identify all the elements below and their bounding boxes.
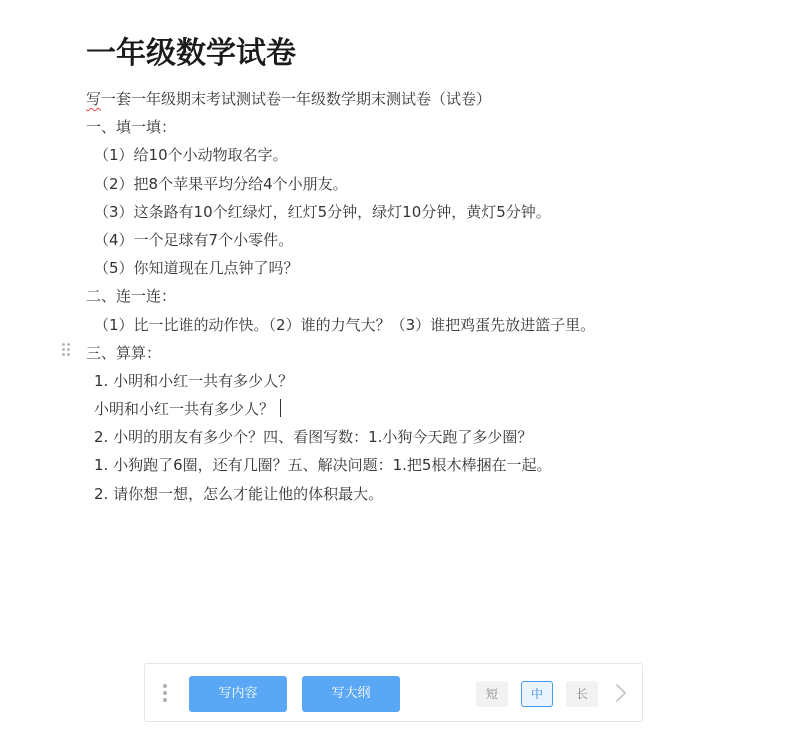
list-item[interactable]: （5）你知道现在几点钟了吗？	[94, 259, 299, 277]
section-heading-calc[interactable]: 三、算算：	[86, 344, 162, 362]
length-short-button[interactable]: 短	[476, 681, 508, 707]
list-item[interactable]: 1. 小狗跑了6圈，还有几圈？五、解决问题：1.把5根木棒捆在一起。	[94, 456, 552, 474]
list-item[interactable]: （4）一个足球有7个小零件。	[94, 231, 294, 249]
section-heading-fill[interactable]: 一、填一填：	[86, 118, 177, 136]
toolbar-drag-handle-icon[interactable]	[162, 684, 168, 702]
block-drag-handle-icon[interactable]	[62, 343, 72, 359]
paragraph-text: 一套一年级期末考试测试卷一年级数学期末测试卷（试卷）	[101, 90, 492, 108]
section-heading-connect[interactable]: 二、连一连：	[86, 287, 177, 305]
list-item[interactable]: 2. 小明的朋友有多少个？四、看图写数：1.小狗今天跑了多少圈？	[94, 428, 533, 446]
paragraph-line-1[interactable]	[86, 89, 491, 109]
write-content-button[interactable]: 写内容	[189, 676, 287, 712]
list-item[interactable]: （1）给10个小动物取名字。	[94, 146, 288, 164]
text-cursor	[280, 399, 281, 417]
list-item[interactable]: （2）把8个苹果平均分给4个小朋友。	[94, 175, 348, 193]
list-item[interactable]: 2. 请你想一想，怎么才能让他的体积最大。	[94, 485, 384, 503]
list-item-editing[interactable]	[94, 399, 281, 419]
write-outline-button[interactable]: 写大纲	[302, 676, 400, 712]
list-item[interactable]: 1. 小明和小红一共有多少人？	[94, 372, 294, 390]
chevron-right-icon[interactable]	[614, 683, 628, 703]
length-long-button[interactable]: 长	[566, 681, 598, 707]
document-title[interactable]: 一年级数学试卷	[86, 36, 296, 71]
list-item[interactable]: （1）比一比谁的动作快。（2）谁的力气大？（3）谁把鸡蛋先放进篮子里。	[94, 316, 596, 334]
list-item-text: 小明和小红一共有多少人？	[94, 400, 275, 418]
length-medium-button[interactable]: 中	[521, 681, 553, 707]
list-item[interactable]: （3）这条路有10个红绿灯，红灯5分钟，绿灯10分钟，黄灯5分钟。	[94, 203, 551, 221]
spellcheck-mark: 写	[86, 90, 102, 108]
ai-writing-toolbar	[144, 663, 643, 722]
